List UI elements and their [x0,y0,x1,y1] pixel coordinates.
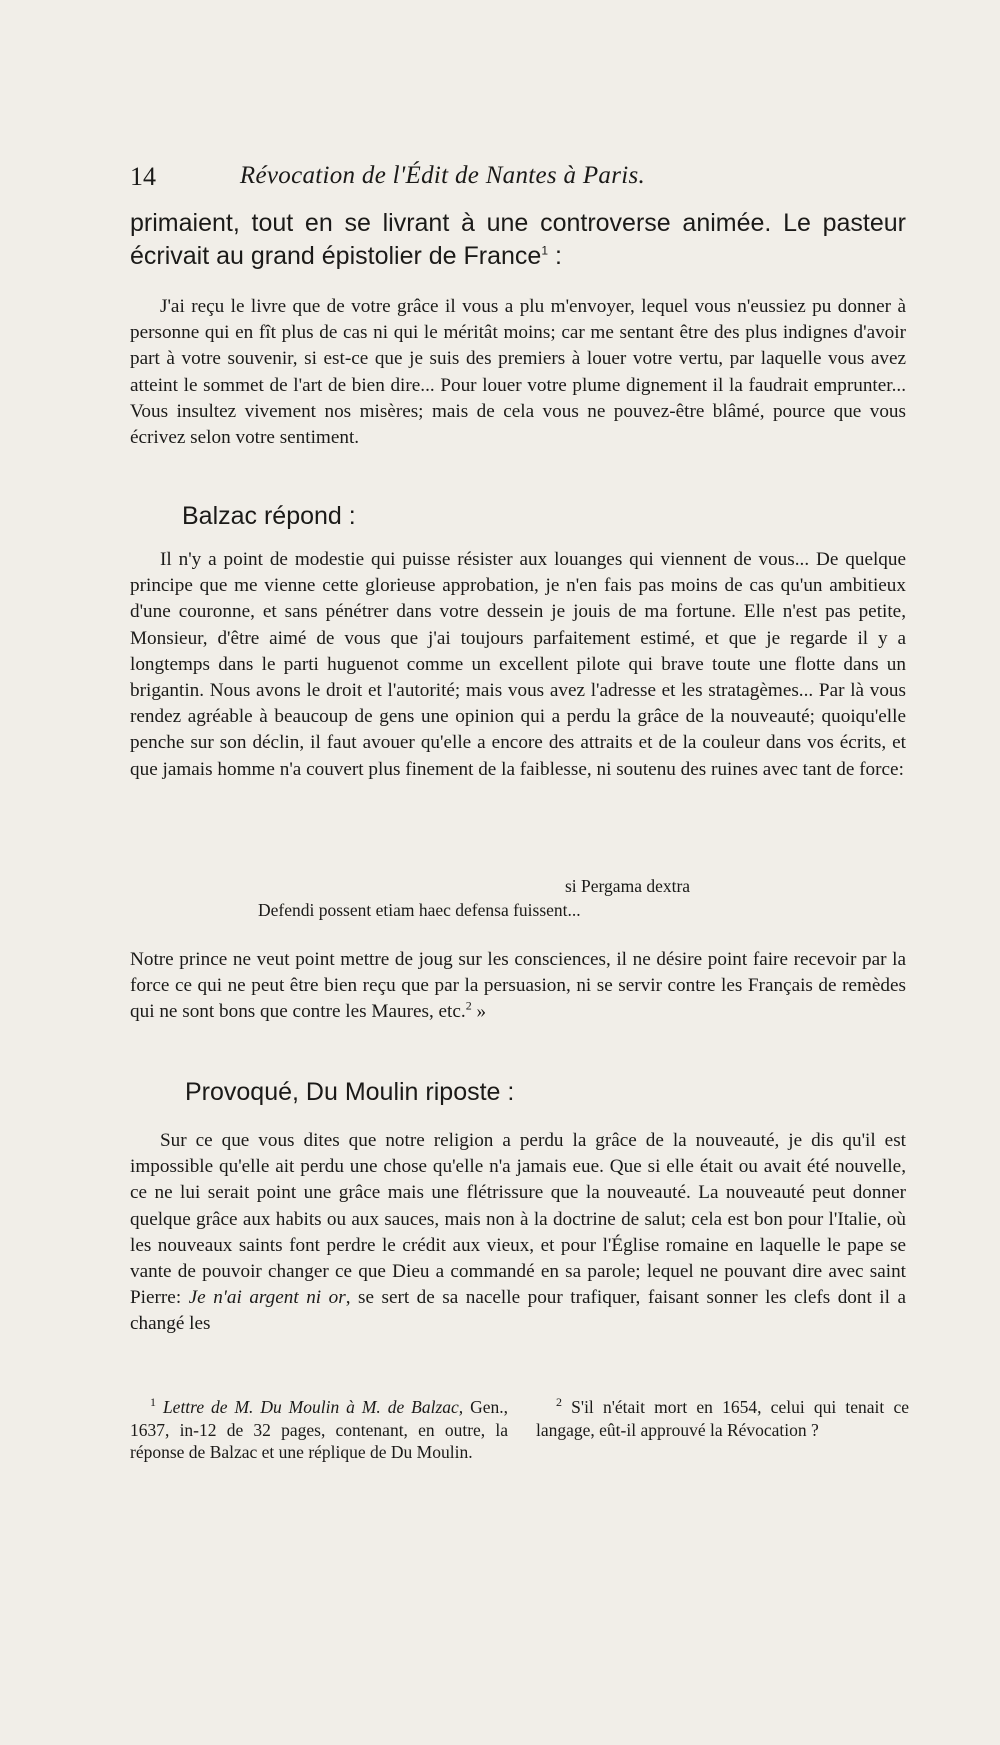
riposte-text-end: , se sert de sa nacelle pour trafiquer, faisant sonner les clefs dont il a changé les [130,1287,906,1335]
quote-du-moulin-letter: J'ai reçu le livre que de votre grâce il vous a plu m'envoyer, lequel vous n'eussiez pu donner à personne qui en fît plus de cas ni qui le méritât moins; car me sentant être des plus indignes d'avoir part à votre souvenir, si est-ce que je suis des premiers à louer votre vertu, par laquelle vous avez atteint le sommet de l'art de bien dire... Pour louer votre plume dignement il la faudrait emprunter... Vous insultez vivement nos misères; mais de cela vous ne pouvez-être blâmé, pource que vous écrivez selon votre sentiment. [130,296,906,449]
quote-du-moulin-riposte [130,1128,906,1338]
balzac-intro: Balzac répond : [182,502,356,530]
closing-quote-mark: » [471,1001,487,1023]
footnote-ref-1: 1 [541,243,549,258]
du-moulin-intro: Provoqué, Du Moulin riposte : [185,1078,515,1106]
verse-line-2: Defendi possent etiam haec defensa fuissent... [258,900,581,920]
riposte-italic-citation: Je n'ai argent ni or [188,1287,346,1309]
quote-balzac-conclusion [130,947,906,1026]
footnote-1-number: 1 [150,1395,156,1410]
quote-balzac-conclusion-text: Notre prince ne veut point mettre de joug sur les consciences, il ne désire point faire recevoir par la force ce qui ne peut être bien reçu que par la persuasion, ni se servir contre les Français de remèdes qui ne sont bons que contre les Maures, etc. [130,949,906,1023]
footnote-2-number: 2 [556,1395,562,1410]
footnote-2 [536,1396,909,1441]
footnote-1-text: Gen., 1637, in-12 de 32 pages, contenant, en outre, la réponse de Balzac et une réplique de Du Moulin. [130,1397,509,1462]
opening-paragraph-text: primaient, tout en se livrant à une controverse animée. Le pasteur écrivait au grand épistolier de France [130,209,906,270]
opening-paragraph-colon: : [548,242,562,270]
verse-line-1: si Pergama dextra [565,876,691,896]
opening-paragraph [130,207,906,273]
footnote-2-text: S'il n'était mort en 1654, celui qui tenait ce langage, eût-il approuvé la Révocation ? [536,1397,909,1440]
footnote-1 [130,1396,508,1464]
footnote-1-title: Lettre de M. Du Moulin à M. de Balzac, [162,1397,464,1417]
page-number: 14 [130,162,156,191]
quote-balzac-reply: Il n'y a point de modestie qui puisse résister aux louanges qui viennent de vous... De quelque principe que me vienne cette glorieuse approbation, je n'en fais pas moins de cas qu'un ambitieux d'une couronne, et sans pénétrer dans votre dessein je jouis de ma fortune. Elle n'est pas petite, Monsieur, d'être aimé de vous que j'ai toujours parfaitement estimé, et que je regarde il y a longtemps dans le parti huguenot comme un excellent pilote qui brave toute une flotte dans un brigantin. Nous avons le droit et l'autorité; mais vous avez l'adresse et les stratagèmes... Par là vous rendez agréable à beaucoup de gens une opinion qui a perdu la grâce de la nouveauté; quoiqu'elle penche sur son déclin, il faut avouer qu'elle a encore des attraits et de la couleur dans vos écrits, et que jamais homme n'a couvert plus finement de la faiblesse, ni soutenu des ruines avec tant de force: [130,549,906,780]
page-header [130,162,755,198]
running-title: Révocation de l'Édit de Nantes à Paris. [239,162,646,189]
footnote-ref-2: 2 [465,999,472,1014]
riposte-text: Sur ce que vous dites que notre religion a perdu la grâce de la nouveauté, je dis qu'il est impossible qu'elle ait perdu une chose qu'elle n'a jamais eue. Que si elle était ou avait été nouvelle, ce ne lui serait point une grâce mais une flétrissure que la nouveauté. La nouveauté peut donner quelque grâce aux habits ou aux sauces, mais non à la doctrine de salut; cela est bon pour l'Italie, où les nouveaux saints font perdre le crédit aux vieux, et pour l'Église romaine en laquelle le pape se vante de pouvoir changer ce que Dieu a commandé en sa parole; lequel ne pouvant dire avec saint Pierre: [130,1130,906,1309]
